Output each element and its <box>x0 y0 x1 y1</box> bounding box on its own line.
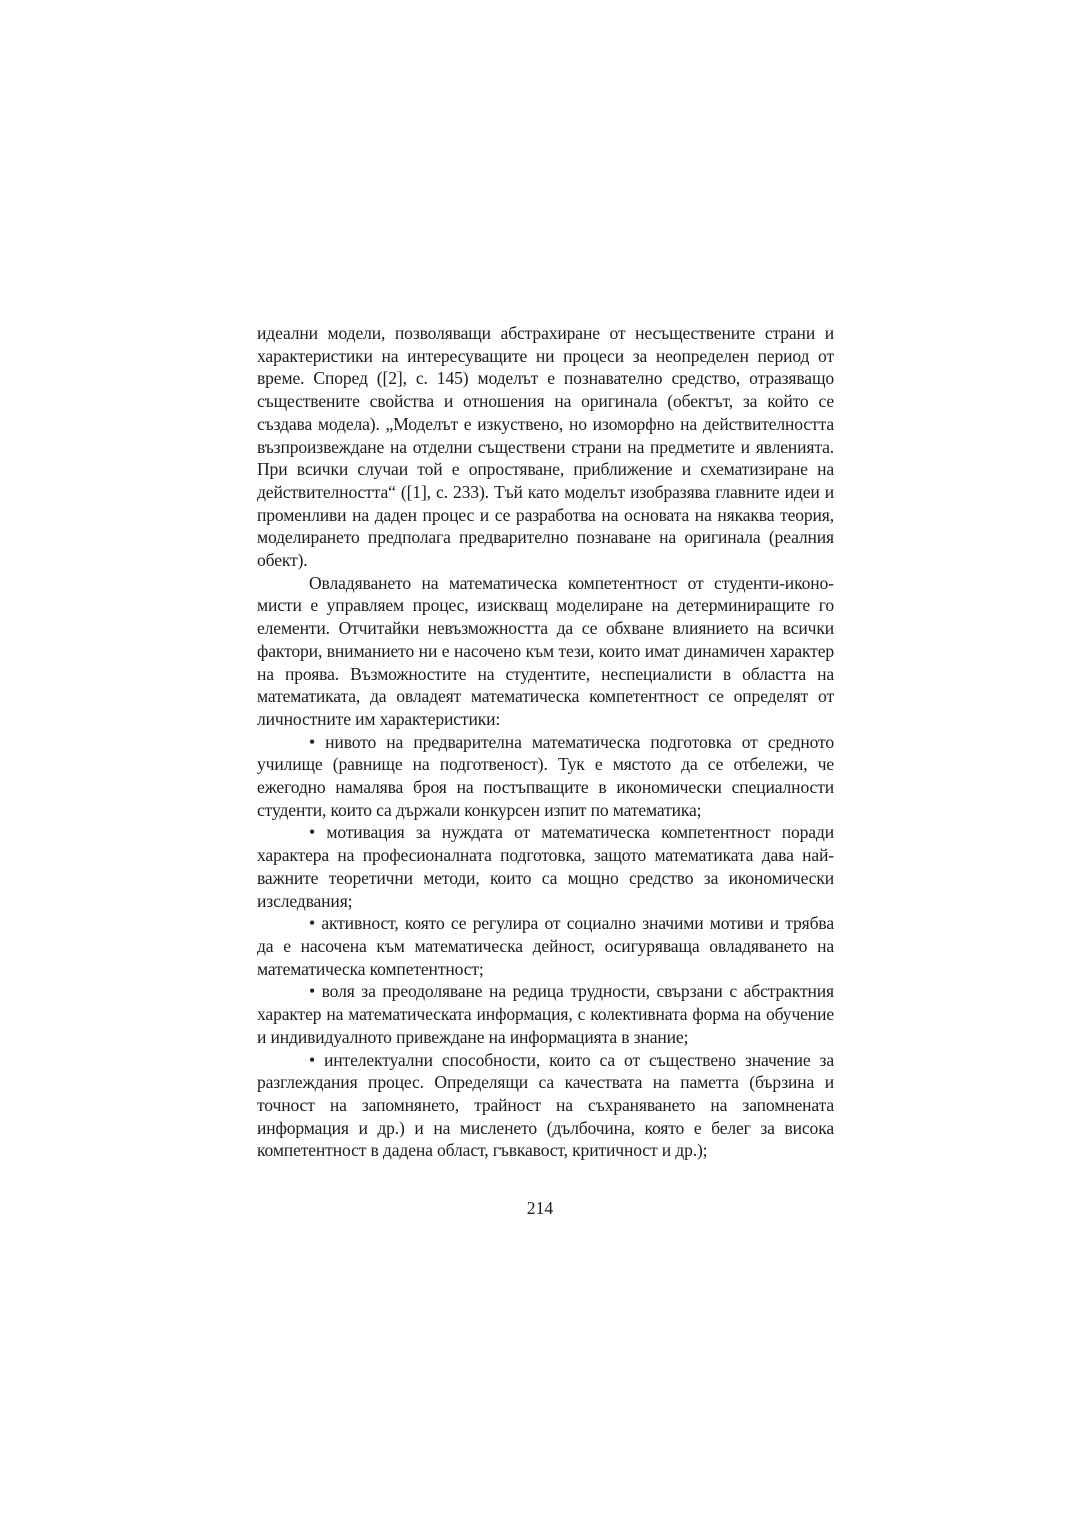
paragraph-models-continuation: идеални модели, позволяващи абстрахиране от несъществените страни и характеристики на интересуващите ни процеси за неопределен период от време. Според ([2], с. 145) моделът е познавателно средство, отразяващо съществените свойства и отношения на оригинала (обектът, за който се създава модела). „Моделът е изкуствено, но изоморфно на действителността възпроизвеждане на отделни съществени страни на предметите и явленията. При всички случаи той е опростяване, приближение и схематизиране на действителността“ ([1], с. 233). Тъй като моделът изобразява главните идеи и променливи на даден процес и се разработва на основата на някаква теория, моделирането предполага предварително познаване на оригинала (реалния обект). <box>257 323 834 571</box>
list-item-will: • воля за преодоляване на редица трудности, свързани с абстрактния характер на математическата информация, с колективната форма на обучение и индивидуалното привеждане на информацията в знание; <box>257 981 834 1047</box>
list-item-intellectual-abilities: • интелектуални способности, които са от съществено значение за разглеждания процес. Определящи са качествата на паметта (бързина и точност на запомнянето, трайност на съхраняването на запомнената информация и др.) и на мисленето (дълбочина, която е белег за висока компетентност в дадена област, гъвкавост, критичност и др.); <box>257 1049 834 1161</box>
list-item-motivation: • мотивация за нуждата от математическа компетентност поради характера на професионалната подготовка, защото математиката дава най-важните теоретични методи, които са мощно средство за икономически изследвания; <box>257 822 834 911</box>
list-item-preparation-level: • нивото на предварителна математическа подготовка от средното училище (равнище на подготвеност). Тук е мястото да се отбележи, че ежегодно намалява броя на постъпващите в икономически специалности студенти, които са държали конкурсен изпит по математика; <box>257 731 834 820</box>
paragraph-math-competence: Овладяването на математическа компетентност от студенти-икономисти е управляем процес, изискващ моделиране на детерминиращите го елементи. Отчитайки невъзможността да се обхване влиянието на всички фактори, вниманието ни е насочено към тези, които имат динамичен характер на проява. Възможностите на студентите, неспециалисти в областта на математиката, да овладеят математическа компетентност се определят от личностните им характеристики: <box>257 572 834 729</box>
page-number: 214 <box>526 1198 554 1218</box>
body-text <box>257 322 834 1162</box>
list-item-activity: • активност, която се регулира от социално значими мотиви и трябва да е насочена към математическа дейност, осигуряваща овладяването на математическа компетентност; <box>257 913 834 979</box>
